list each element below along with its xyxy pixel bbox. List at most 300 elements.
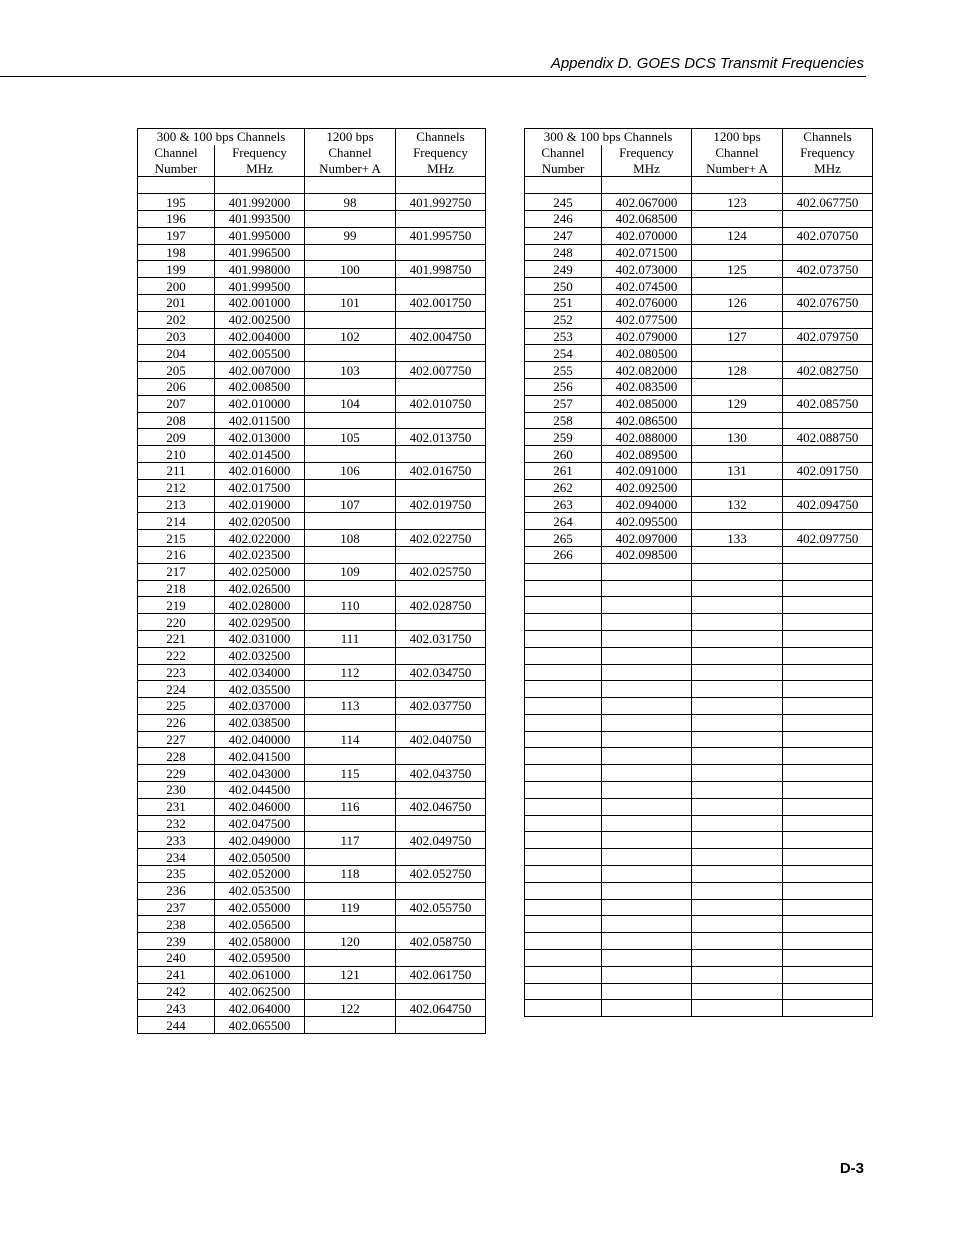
table-cell <box>525 916 602 933</box>
table-cell <box>305 412 396 429</box>
header-cell: Frequency <box>215 145 305 161</box>
table-cell: 402.056500 <box>215 916 305 933</box>
table-cell <box>692 983 783 1000</box>
table-cell <box>783 731 873 748</box>
table-cell <box>692 1000 783 1017</box>
table-cell: 402.098500 <box>602 546 692 563</box>
table-cell <box>525 832 602 849</box>
table-row <box>138 412 486 429</box>
table-row <box>138 882 486 899</box>
page-number: D-3 <box>839 1160 864 1177</box>
table-cell: 127 <box>692 328 783 345</box>
table-cell <box>783 446 873 463</box>
table-cell: 204 <box>138 345 215 362</box>
table-row <box>138 244 486 261</box>
table-cell: 402.055000 <box>215 899 305 916</box>
table-cell <box>305 278 396 295</box>
table-cell <box>692 698 783 715</box>
table-cell <box>396 479 486 496</box>
table-cell: 130 <box>692 429 783 446</box>
table-row <box>525 530 873 547</box>
table-cell <box>692 714 783 731</box>
table-cell: 213 <box>138 496 215 513</box>
table-cell: 402.043750 <box>396 765 486 782</box>
table-cell: 253 <box>525 328 602 345</box>
table-cell: 255 <box>525 362 602 379</box>
table-cell: 224 <box>138 681 215 698</box>
table-cell: 232 <box>138 815 215 832</box>
table-cell <box>305 614 396 631</box>
table-cell: 265 <box>525 530 602 547</box>
table-cell <box>396 177 486 194</box>
table-cell <box>692 966 783 983</box>
table-cell: 263 <box>525 496 602 513</box>
table-cell <box>692 378 783 395</box>
table-cell: 402.076750 <box>783 294 873 311</box>
table-cell <box>525 866 602 883</box>
table-cell <box>602 681 692 698</box>
table-header-row <box>525 161 873 177</box>
table-cell <box>692 882 783 899</box>
table-cell: 106 <box>305 462 396 479</box>
table-cell <box>692 563 783 580</box>
table-row <box>138 362 486 379</box>
table-cell <box>692 597 783 614</box>
table-row <box>525 177 873 194</box>
header-cell: Frequency <box>396 145 486 161</box>
table-cell: 402.032500 <box>215 647 305 664</box>
table-cell <box>783 714 873 731</box>
table-cell <box>692 782 783 799</box>
table-cell <box>692 832 783 849</box>
table-cell <box>602 882 692 899</box>
table-row <box>138 345 486 362</box>
table-cell: 248 <box>525 244 602 261</box>
table-cell: 103 <box>305 362 396 379</box>
table-cell: 264 <box>525 513 602 530</box>
table-cell: 243 <box>138 1000 215 1017</box>
table-cell <box>602 899 692 916</box>
table-row <box>138 714 486 731</box>
table-cell <box>305 916 396 933</box>
table-row <box>525 328 873 345</box>
table-row <box>138 1017 486 1034</box>
table-cell: 121 <box>305 966 396 983</box>
table-row <box>525 832 873 849</box>
table-cell: 402.077500 <box>602 311 692 328</box>
table-cell: 402.089500 <box>602 446 692 463</box>
table-cell <box>692 765 783 782</box>
table-cell <box>692 866 783 883</box>
table-row <box>138 378 486 395</box>
table-row <box>138 916 486 933</box>
table-cell <box>783 866 873 883</box>
table-cell: 260 <box>525 446 602 463</box>
table-cell <box>305 311 396 328</box>
table-cell: 402.034750 <box>396 664 486 681</box>
table-row <box>138 966 486 983</box>
table-row <box>525 614 873 631</box>
header-cell: Frequency <box>602 145 692 161</box>
table-row <box>138 630 486 647</box>
table-cell <box>305 782 396 799</box>
table-cell: 401.995000 <box>215 227 305 244</box>
table-cell: 402.094000 <box>602 496 692 513</box>
table-cell: 120 <box>305 933 396 950</box>
table-cell <box>602 664 692 681</box>
table-cell <box>602 950 692 967</box>
table-cell <box>602 731 692 748</box>
table-cell: 402.097000 <box>602 530 692 547</box>
table-cell <box>692 664 783 681</box>
table-cell <box>396 983 486 1000</box>
table-cell: 123 <box>692 194 783 211</box>
header-cell: MHz <box>215 161 305 177</box>
table-cell: 402.091000 <box>602 462 692 479</box>
table-cell <box>783 513 873 530</box>
table-cell <box>602 698 692 715</box>
table-row <box>138 311 486 328</box>
table-cell <box>396 580 486 597</box>
table-cell <box>783 1000 873 1017</box>
table-cell: 256 <box>525 378 602 395</box>
table-row <box>138 933 486 950</box>
table-cell <box>305 378 396 395</box>
table-cell <box>783 748 873 765</box>
table-row <box>138 278 486 295</box>
table-cell <box>692 630 783 647</box>
table-cell: 402.023500 <box>215 546 305 563</box>
table-cell: 223 <box>138 664 215 681</box>
table-cell <box>692 681 783 698</box>
table-cell <box>783 345 873 362</box>
table-cell: 402.028750 <box>396 597 486 614</box>
table-cell: 402.016750 <box>396 462 486 479</box>
table-cell <box>783 983 873 1000</box>
table-cell: 402.079750 <box>783 328 873 345</box>
table-cell <box>602 647 692 664</box>
table-cell: 211 <box>138 462 215 479</box>
table-cell: 239 <box>138 933 215 950</box>
table-row <box>525 966 873 983</box>
table-cell: 402.002500 <box>215 311 305 328</box>
table-cell <box>783 614 873 631</box>
table-cell: 402.049000 <box>215 832 305 849</box>
table-row <box>138 429 486 446</box>
table-cell <box>692 210 783 227</box>
table-cell: 129 <box>692 395 783 412</box>
table-cell <box>396 916 486 933</box>
table-cell: 99 <box>305 227 396 244</box>
table-cell <box>783 597 873 614</box>
table-cell <box>783 664 873 681</box>
table-row <box>525 849 873 866</box>
table-row <box>525 563 873 580</box>
table-cell <box>525 983 602 1000</box>
table-cell <box>525 798 602 815</box>
table-cell: 401.998000 <box>215 261 305 278</box>
table-cell: 113 <box>305 698 396 715</box>
table-row <box>525 714 873 731</box>
table-cell: 254 <box>525 345 602 362</box>
table-row <box>525 916 873 933</box>
table-cell: 401.996500 <box>215 244 305 261</box>
table-cell <box>783 210 873 227</box>
table-cell <box>396 748 486 765</box>
table-cell: 212 <box>138 479 215 496</box>
table-cell: 402.050500 <box>215 849 305 866</box>
table-row <box>525 446 873 463</box>
table-cell <box>783 681 873 698</box>
table-cell <box>692 244 783 261</box>
table-cell <box>305 1017 396 1034</box>
table-cell <box>525 177 602 194</box>
table-row <box>525 311 873 328</box>
table-row <box>138 530 486 547</box>
table-cell: 228 <box>138 748 215 765</box>
table-cell <box>305 244 396 261</box>
table-cell: 210 <box>138 446 215 463</box>
table-cell: 402.058750 <box>396 933 486 950</box>
table-cell: 402.049750 <box>396 832 486 849</box>
table-header-row <box>138 129 486 145</box>
table-cell: 108 <box>305 530 396 547</box>
table-row <box>138 446 486 463</box>
table-cell <box>692 647 783 664</box>
header-cell: MHz <box>396 161 486 177</box>
table-row <box>525 580 873 597</box>
table-cell <box>692 278 783 295</box>
table-cell: 115 <box>305 765 396 782</box>
table-row <box>525 933 873 950</box>
table-cell <box>396 849 486 866</box>
table-cell <box>525 748 602 765</box>
table-cell: 202 <box>138 311 215 328</box>
table-cell <box>783 815 873 832</box>
table-cell: 229 <box>138 765 215 782</box>
table-cell: 402.019000 <box>215 496 305 513</box>
table-row <box>525 882 873 899</box>
table-cell <box>602 832 692 849</box>
table-row <box>138 210 486 227</box>
table-cell <box>396 782 486 799</box>
table-cell: 402.016000 <box>215 462 305 479</box>
table-row <box>138 899 486 916</box>
table-cell <box>602 866 692 883</box>
table-cell <box>783 832 873 849</box>
table-cell <box>602 782 692 799</box>
table-cell <box>525 664 602 681</box>
table-row <box>525 479 873 496</box>
table-cell <box>692 748 783 765</box>
table-cell: 402.085750 <box>783 395 873 412</box>
table-cell: 402.013000 <box>215 429 305 446</box>
table-cell <box>305 210 396 227</box>
table-cell <box>602 177 692 194</box>
table-header-row <box>525 145 873 161</box>
table-cell: 261 <box>525 462 602 479</box>
table-row <box>138 983 486 1000</box>
header-cell: Number <box>525 161 602 177</box>
table-cell: 217 <box>138 563 215 580</box>
table-row <box>138 731 486 748</box>
table-cell <box>525 765 602 782</box>
table-cell: 196 <box>138 210 215 227</box>
table-row <box>525 261 873 278</box>
table-cell <box>305 479 396 496</box>
header-cell: 1200 bps <box>305 129 396 145</box>
table-cell: 111 <box>305 630 396 647</box>
table-cell: 206 <box>138 378 215 395</box>
table-cell <box>783 933 873 950</box>
table-cell: 258 <box>525 412 602 429</box>
table-cell <box>525 630 602 647</box>
table-cell: 402.010750 <box>396 395 486 412</box>
table-row <box>525 395 873 412</box>
table-cell <box>305 983 396 1000</box>
table-row <box>525 429 873 446</box>
table-cell <box>396 210 486 227</box>
table-cell: 402.061750 <box>396 966 486 983</box>
table-cell <box>396 345 486 362</box>
table-cell: 402.037750 <box>396 698 486 715</box>
table-cell: 402.055750 <box>396 899 486 916</box>
table-cell: 126 <box>692 294 783 311</box>
table-cell: 402.064750 <box>396 1000 486 1017</box>
table-cell <box>602 983 692 1000</box>
table-cell: 402.017500 <box>215 479 305 496</box>
table-row <box>525 210 873 227</box>
table-cell <box>602 815 692 832</box>
table-row <box>138 832 486 849</box>
table-cell: 402.040750 <box>396 731 486 748</box>
table-cell: 112 <box>305 664 396 681</box>
table-cell <box>602 748 692 765</box>
table-row <box>525 294 873 311</box>
table-cell: 402.013750 <box>396 429 486 446</box>
table-cell: 109 <box>305 563 396 580</box>
table-cell <box>783 782 873 799</box>
table-cell <box>305 513 396 530</box>
table-row <box>138 294 486 311</box>
table-cell <box>692 345 783 362</box>
table-cell: 402.074500 <box>602 278 692 295</box>
table-cell <box>305 345 396 362</box>
table-cell: 118 <box>305 866 396 883</box>
table-cell <box>396 513 486 530</box>
table-cell <box>692 580 783 597</box>
table-row <box>138 597 486 614</box>
table-cell: 116 <box>305 798 396 815</box>
table-cell <box>692 916 783 933</box>
table-cell: 402.031000 <box>215 630 305 647</box>
table-cell: 102 <box>305 328 396 345</box>
table-row <box>525 765 873 782</box>
table-cell: 402.022000 <box>215 530 305 547</box>
table-cell: 242 <box>138 983 215 1000</box>
table-row <box>138 563 486 580</box>
table-cell: 402.094750 <box>783 496 873 513</box>
table-cell: 402.086500 <box>602 412 692 429</box>
table-cell <box>692 899 783 916</box>
table-row <box>525 630 873 647</box>
table-cell: 208 <box>138 412 215 429</box>
table-row <box>525 983 873 1000</box>
table-cell <box>602 714 692 731</box>
table-cell: 402.082000 <box>602 362 692 379</box>
table-cell <box>602 933 692 950</box>
header-cell: MHz <box>783 161 873 177</box>
table-cell: 402.059500 <box>215 950 305 967</box>
table-cell <box>692 950 783 967</box>
table-row <box>138 580 486 597</box>
table-row <box>138 395 486 412</box>
table-cell: 402.004000 <box>215 328 305 345</box>
table-cell: 402.026500 <box>215 580 305 597</box>
table-cell: 201 <box>138 294 215 311</box>
table-cell: 402.095500 <box>602 513 692 530</box>
table-cell: 402.025750 <box>396 563 486 580</box>
table-cell <box>525 899 602 916</box>
table-cell: 402.025000 <box>215 563 305 580</box>
table-cell: 402.035500 <box>215 681 305 698</box>
table-cell: 402.001750 <box>396 294 486 311</box>
table-cell: 402.067750 <box>783 194 873 211</box>
table-cell <box>525 731 602 748</box>
table-cell <box>525 882 602 899</box>
table-cell: 401.999500 <box>215 278 305 295</box>
table-cell <box>396 882 486 899</box>
table-cell: 402.031750 <box>396 630 486 647</box>
table-row <box>525 378 873 395</box>
table-row <box>525 546 873 563</box>
table-row <box>138 496 486 513</box>
table-row <box>138 614 486 631</box>
table-cell <box>783 546 873 563</box>
table-cell <box>396 244 486 261</box>
table-row <box>138 849 486 866</box>
table-cell: 402.097750 <box>783 530 873 547</box>
table-cell <box>783 412 873 429</box>
header-cell: Channels <box>783 129 873 145</box>
table-cell: 107 <box>305 496 396 513</box>
table-cell: 402.070750 <box>783 227 873 244</box>
table-cell <box>396 378 486 395</box>
table-row <box>525 647 873 664</box>
table-cell: 402.058000 <box>215 933 305 950</box>
table-cell: 402.007000 <box>215 362 305 379</box>
table-cell <box>525 950 602 967</box>
table-row <box>525 866 873 883</box>
table-cell <box>396 714 486 731</box>
table-cell: 199 <box>138 261 215 278</box>
table-cell <box>783 378 873 395</box>
table-cell <box>396 681 486 698</box>
table-row <box>525 513 873 530</box>
table-row <box>525 681 873 698</box>
table-row <box>525 798 873 815</box>
table-cell <box>525 698 602 715</box>
table-cell: 266 <box>525 546 602 563</box>
table-row <box>138 681 486 698</box>
header-cell: 1200 bps <box>692 129 783 145</box>
table-cell: 221 <box>138 630 215 647</box>
table-cell <box>396 278 486 295</box>
table-cell: 218 <box>138 580 215 597</box>
table-cell: 101 <box>305 294 396 311</box>
header-cell: Frequency <box>783 145 873 161</box>
table-cell <box>783 563 873 580</box>
